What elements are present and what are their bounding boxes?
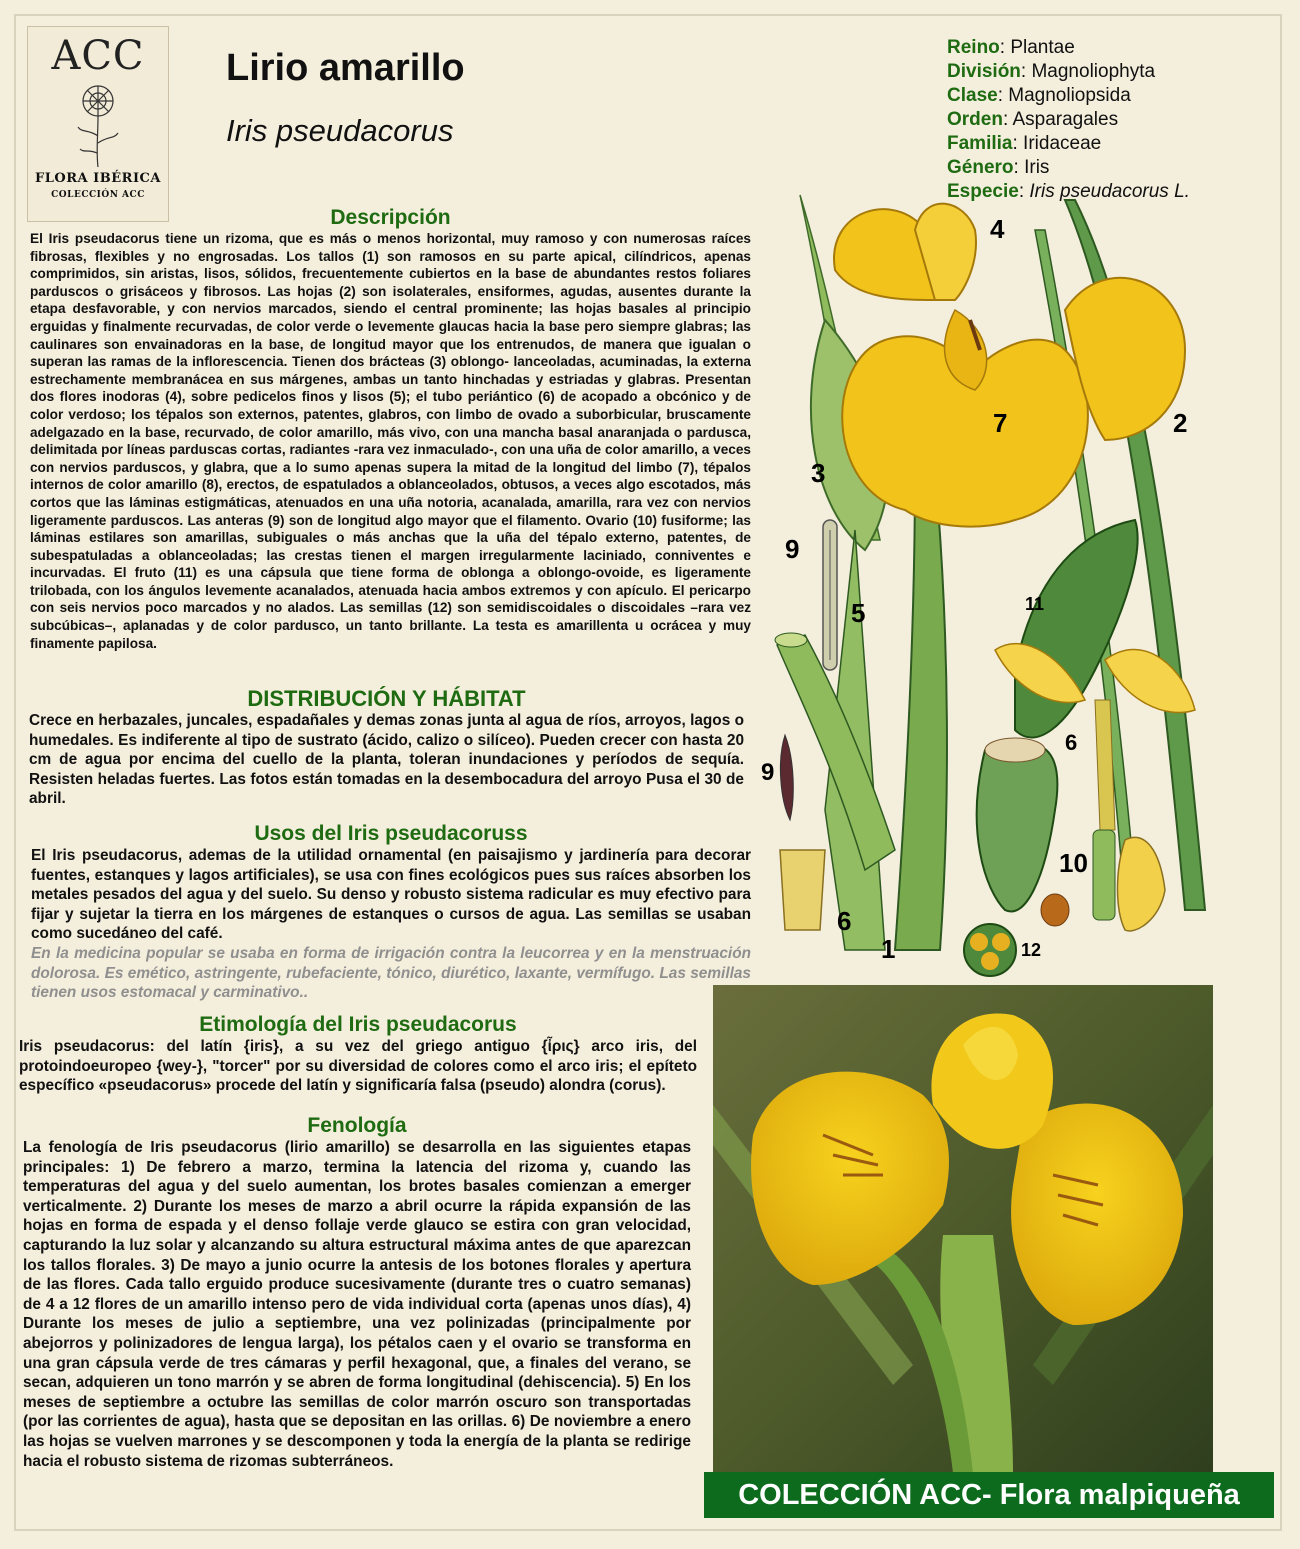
botanical-illustration bbox=[761, 190, 1235, 990]
label-4: 4 bbox=[990, 214, 1005, 244]
taxonomy-key: Género bbox=[947, 157, 1014, 178]
taxonomy-row-division: División: Magnoliophyta bbox=[947, 61, 1156, 82]
taxonomy-value: Iris pseudacorus L. bbox=[1029, 181, 1190, 202]
logo-line1: FLORA IBÉRICA bbox=[35, 171, 161, 186]
taxonomy-row-genero: Género: Iris bbox=[947, 157, 1050, 178]
section-descripcion bbox=[30, 205, 751, 652]
collection-banner: COLECCIÓN ACC- Flora malpiqueña bbox=[704, 1472, 1274, 1518]
label-1: 1 bbox=[881, 934, 896, 964]
label-7: 7 bbox=[993, 408, 1008, 438]
label-3: 3 bbox=[811, 458, 826, 488]
label-5: 5 bbox=[851, 598, 866, 628]
taxonomy-key: Familia bbox=[947, 133, 1013, 154]
scientific-name: Iris pseudacorus bbox=[226, 113, 454, 148]
etimologia-heading: Etimología del Iris pseudacorus bbox=[199, 1013, 517, 1036]
label-6-flower: 6 bbox=[1065, 730, 1078, 755]
logo-line2: COLECCIÓN ACC bbox=[51, 190, 145, 200]
flower-emblem-icon bbox=[68, 81, 128, 169]
taxonomy-row-clase: Clase: Magnoliopsida bbox=[947, 85, 1131, 106]
taxonomy-key: Especie bbox=[947, 181, 1019, 202]
taxonomy-row-reino: Reino: Plantae bbox=[947, 37, 1075, 58]
taxonomy-value: Plantae bbox=[1010, 37, 1075, 58]
usos-note: En la medicina popular se usaba en forma de irrigación contra la leucorrea y en la menstruación dolorosa. Es emético, astringente, rubefaciente, tónico, diurético, laxante, vermífugo. Las semillas tienen usos estomacal y carminativo.. bbox=[31, 944, 751, 1002]
taxonomy-list bbox=[947, 36, 1190, 204]
page-title: Lirio amarillo bbox=[226, 47, 465, 89]
descripcion-text: El Iris pseudacorus tiene un rizoma, que es más o menos horizontal, muy ramoso y con numerosas raíces fibrosas, flexibles y no engrosadas. Los tallos (1) son ramosos en su parte apical, cilíndricos, apenas comprimidos, sin aristas, lisos, sólidos, frecuentemente cubiertos en la base de abundantes restos foliares parduscos o grisáceos y fibrosos. Las hojas (2) son isolaterales, ensiformes, agudas, ausentes durante la etapa desfavorable, y con nervios marcados, siendo el central prominente; las hojas basales al principio erguidas y finalmente recurvadas, de color verde o levemente glaucas hacia la base pero siempre glabras; las caulinares son envainadoras en la base, de longitud mayor que los entrenudos, de manera que igualan o superan las ramas de la inflorescencia. Tienen dos brácteas (3) oblongo- lanceoladas, acuminadas, la externa estrechamente membranácea en sus márgenes, ambas un tanto hinchadas y estriadas y glabras. Presentan dos flores inodoras (4), sobre pedicelos finos y lisos (5); el tubo periántico (6) de acopado a obcónico y de color verdoso; los tépalos son externos, patentes, glabros, con limbo de ovado a suborbicular, bruscamente adelgazado en la base, recurvado, de color amarillo, más vivo, con una mancha basal anaranjada o pardusca, delimitada por líneas parduscas cortas, radiantes -rara vez inmaculado-, con una uña de color amarillo, a veces con nervios parduscos, y glabra, que a lo sumo apenas supera la mitad de la longitud del limbo (7), tépalos internos de color amarillo (8), erectos, de espatulados a oblanceolados, obtusos, a veces algo escotados, más cortos que las láminas estigmáticas, atenuados en una uña notoria, acanalada, amarilla, rara vez con nervios ligeramente parduscos. Las anteras (9) son de longitud algo mayor que el filamento. Ovario (10) fusiforme; las láminas estilares son amarillas, subiguales o más anchas que la uña del tépalo externo, patentes, de subespatuladas a oblanceoladas; las crestas tienen el margen irregularmente laciniado, conniventes e incurvadas. El fruto (11) es una cápsula que tiene forma de oblonga a oblongo-ovoide, es ligeramente trilobada, con los ángulos levemente acanalados, atenuada hacia ambos extremos y con apículo. El pericarpo con seis nervios poco marcados y no alados. Las semillas (12) son semidiscoidales o discoidales –rara vez subcúbicas–, aplanadas y de color pardusco, un tanto brillante. La testa es amarillenta u ocrácea y muy finamente papilosa. bbox=[30, 231, 751, 651]
taxonomy-value: Iris bbox=[1024, 157, 1050, 178]
usos-heading: Usos del Iris pseudacoruss bbox=[254, 822, 528, 845]
usos-text: El Iris pseudacorus, ademas de la utilidad ornamental (en paisajismo y jardinería para decorar fuentes, estanques y lagos artificiales), se usa con fines ecológicos pues sus raíces absorben los metales pesados del agua y del suelo. Su denso y robusto sistema radicular es muy efectivo para fijar y sujetar la tierra en los márgenes de estanques o cursos de agua. Las semillas se usaban como sucedáneo del café. bbox=[31, 847, 751, 943]
taxonomy-value: Magnoliopsida bbox=[1008, 85, 1131, 106]
descripcion-heading: Descripción bbox=[330, 206, 451, 229]
taxonomy-value: Magnoliophyta bbox=[1031, 61, 1156, 82]
taxonomy-key: División bbox=[947, 61, 1021, 82]
taxonomy-row-familia: Familia: Iridaceae bbox=[947, 133, 1102, 154]
logo-acc: ACC bbox=[51, 33, 145, 79]
taxonomy-value: Asparagales bbox=[1012, 109, 1119, 130]
fenologia-heading: Fenología bbox=[307, 1114, 407, 1137]
section-fenologia bbox=[23, 1113, 691, 1471]
label-10: 10 bbox=[1059, 848, 1088, 878]
taxonomy-key: Orden bbox=[947, 109, 1003, 130]
taxonomy-value: Iridaceae bbox=[1023, 133, 1102, 154]
etimologia-text: Iris pseudacorus: del latín {iris}, a su vez del griego antiguo {ἶρις} arco iris, del protoindoeuropeo {wey-}, "torcer" por su diversidad de colores como el arco iris; el epíteto específico «pseudacorus» procede del latín y significaría falsa (pseudo) alondra (corus). bbox=[19, 1038, 697, 1095]
section-usos bbox=[31, 821, 751, 1003]
distribucion-heading: DISTRIBUCIÓN Y HÁBITAT bbox=[247, 686, 526, 711]
taxonomy-key: Reino bbox=[947, 37, 1000, 58]
label-9-upper: 9 bbox=[785, 534, 800, 564]
label-6: 6 bbox=[837, 906, 852, 936]
taxonomy-row-especie: Especie: Iris pseudacorus L. bbox=[947, 181, 1190, 202]
label-12: 12 bbox=[1021, 940, 1042, 960]
taxonomy-key: Clase bbox=[947, 85, 998, 106]
label-2: 2 bbox=[1173, 408, 1188, 438]
label-9-lower: 9 bbox=[761, 759, 775, 786]
flora-iberica-logo bbox=[27, 26, 169, 222]
iris-photo bbox=[713, 985, 1213, 1473]
section-distribucion bbox=[29, 686, 744, 809]
taxonomy-row-orden: Orden: Asparagales bbox=[947, 109, 1119, 130]
fenologia-text: La fenología de Iris pseudacorus (lirio amarillo) se desarrolla en las siguientes etapas principales: 1) De febrero a marzo, termina la latencia del rizoma y, cuando las temperaturas del agua y del suelo aumentan, los brotes basales comienzan a emerger verticalmente. 2) Durante los meses de marzo a abril ocurre la rápida expansión de las hojas en forma de espada y el denso follaje verde glauco se estira con gran velocidad, capturando la luz solar y alcanzando su altura estructural máxima antes de que aparezcan los tallos florales. 3) De mayo a junio ocurre la antesis de los botones florales y apertura de las flores. Cada tallo erguido produce sucesivamente (durante tres o cuatro semanas) de 4 a 12 flores de un amarillo intenso pero de vida individual corta (apenas unos días), 4) Durante los meses de julio a septiembre, una vez polinizadas (principalmente por abejorros y polinizadores de lengua larga), los pétalos caen y el ovario se transforma en una gran cápsula verde de tres cámaras y perfil hexagonal, que, a finales del verano, se secan, adquieren un tono marrón y se abren de forma longitudinal (dehiscencia). 5) En los meses de septiembre a octubre las semillas de color marrón oscuro son transportadas (por las corrientes de agua), hasta que se depositan en las orillas. 6) De noviembre a enero las hojas se vuelven marrones y se descomponen y toda la energía de la planta se redirige hacia el robusto sistema de rizomas subterráneos. bbox=[23, 1139, 691, 1470]
label-11: 11 bbox=[1025, 594, 1045, 614]
distribucion-text: Crece en herbazales, juncales, espadañales y demas zonas junta al agua de ríos, arroyos, lagos o humedales. Es indiferente al tipo de sustrato (ácido, calizo o silíceo). Pueden crecer con hasta 20 cm de agua por encima del cuello de la planta, toleran inundaciones y períodos de sequía. Resisten heladas fuertes. Las fotos están tomadas en la desembocadura del arroyo Pusa el 30 de abril. bbox=[29, 712, 744, 808]
iris-photo-image bbox=[713, 985, 1213, 1473]
section-etimologia bbox=[19, 1012, 697, 1096]
